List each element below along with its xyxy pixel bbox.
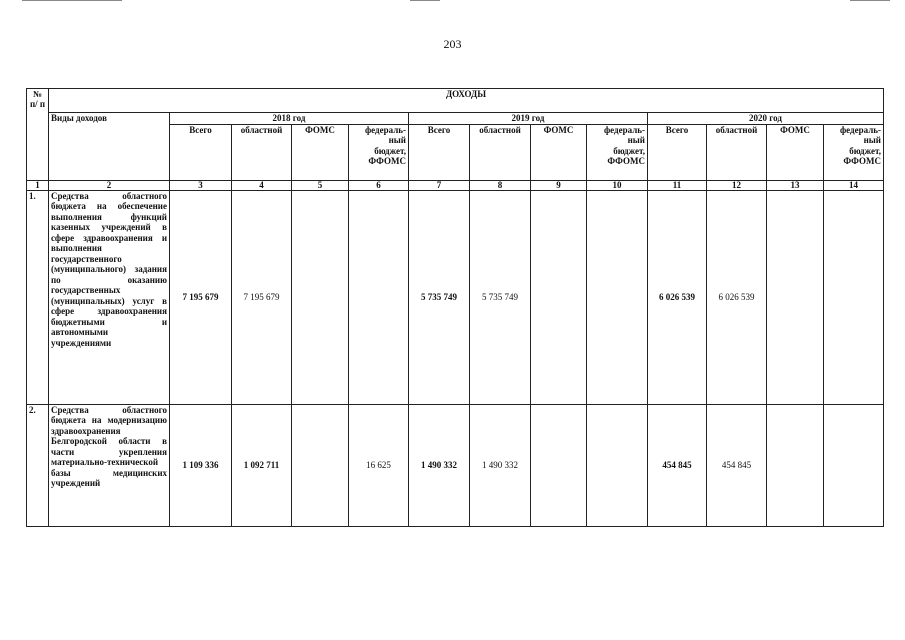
value-2019-regional: 1 490 332	[470, 404, 531, 526]
value-2020-total: 6 026 539	[648, 190, 707, 404]
value-2020-foms	[767, 190, 824, 404]
value-2019-total: 1 490 332	[409, 404, 470, 526]
income-table	[26, 88, 884, 527]
value-2020-regional: 6 026 539	[707, 190, 767, 404]
value-2019-regional: 5 735 749	[470, 190, 531, 404]
table-title: ДОХОДЫ	[49, 89, 884, 113]
column-number: 13	[767, 180, 824, 190]
value-2020-total: 454 845	[648, 404, 707, 526]
value-2018-foms	[292, 404, 349, 526]
value-2020-regional: 454 845	[707, 404, 767, 526]
sub-header-regional: областной	[470, 124, 531, 180]
year-header-2020: 2020 год	[648, 113, 884, 125]
column-number: 6	[349, 180, 409, 190]
value-2018-regional: 7 195 679	[232, 190, 292, 404]
sub-header-regional: областной	[232, 124, 292, 180]
value-2019-federal	[587, 190, 648, 404]
year-header-2018: 2018 год	[170, 113, 409, 125]
column-number: 3	[170, 180, 232, 190]
sub-header-total: Всего	[409, 124, 470, 180]
value-2018-federal: 16 625	[349, 404, 409, 526]
value-2020-federal	[824, 404, 884, 526]
income-types-header: Виды доходов	[49, 113, 170, 181]
sub-header-regional: областной	[707, 124, 767, 180]
value-2018-total: 1 109 336	[170, 404, 232, 526]
value-2018-federal	[349, 190, 409, 404]
column-number: 5	[292, 180, 349, 190]
sub-header-foms: ФОМС	[292, 124, 349, 180]
column-number: 4	[232, 180, 292, 190]
scan-artifact	[410, 0, 440, 1]
value-2019-federal	[587, 404, 648, 526]
row-number: 2.	[27, 404, 49, 526]
scan-artifact	[22, 0, 122, 1]
table-row	[27, 404, 884, 526]
income-type-name: Средства областного бюджета на обеспечение выполнения функций казенных учреждений в сфере здравоохранения и выполнения государственного (муниципального) задания по оказанию государственных (муниципальных) услуг в сфере здравоохранения бюджетными и автономными учреждениями	[49, 190, 170, 404]
column-number: 2	[49, 180, 170, 190]
column-number: 14	[824, 180, 884, 190]
sub-header-total: Всего	[170, 124, 232, 180]
column-number: 8	[470, 180, 531, 190]
row-number: 1.	[27, 190, 49, 404]
column-number: 12	[707, 180, 767, 190]
value-2018-total: 7 195 679	[170, 190, 232, 404]
col-number-header: № п/ п	[27, 89, 49, 181]
sub-header-total: Всего	[648, 124, 707, 180]
income-type-name: Средства областного бюджета на модернизацию здравоохранения Белгородской области в части укрепления материально-технической базы медицинских учреждений	[49, 404, 170, 526]
column-number: 9	[531, 180, 587, 190]
value-2020-foms	[767, 404, 824, 526]
sub-header-federal: федераль- ный бюджет, ФФОМС	[824, 124, 884, 180]
sub-header-foms: ФОМС	[767, 124, 824, 180]
value-2020-federal	[824, 190, 884, 404]
sub-header-federal: федераль- ный бюджет, ФФОМС	[349, 124, 409, 180]
column-numbers-row	[27, 180, 884, 190]
column-number: 11	[648, 180, 707, 190]
year-header-2019: 2019 год	[409, 113, 648, 125]
value-2018-foms	[292, 190, 349, 404]
column-number: 7	[409, 180, 470, 190]
table-row	[27, 190, 884, 404]
value-2018-regional: 1 092 711	[232, 404, 292, 526]
value-2019-total: 5 735 749	[409, 190, 470, 404]
sub-header-foms: ФОМС	[531, 124, 587, 180]
column-number: 1	[27, 180, 49, 190]
value-2019-foms	[531, 404, 587, 526]
scan-artifact	[850, 0, 890, 1]
column-number: 10	[587, 180, 648, 190]
value-2019-foms	[531, 190, 587, 404]
page-number: 203	[443, 37, 462, 51]
sub-header-federal: федераль- ный бюджет, ФФОМС	[587, 124, 648, 180]
